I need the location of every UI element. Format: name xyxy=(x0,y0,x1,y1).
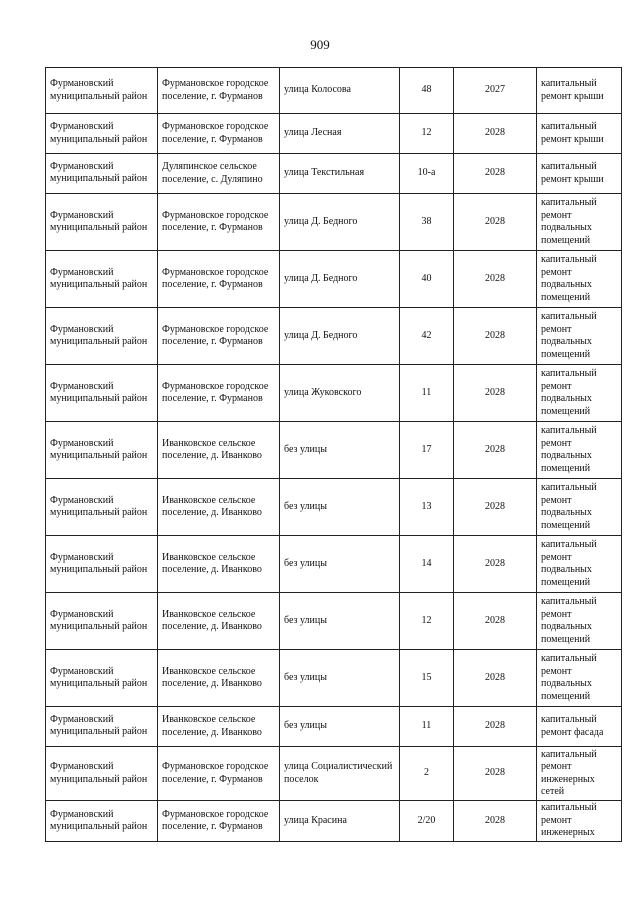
settlement-cell: Фурмановское городское поселение, г. Фурманов xyxy=(158,194,280,251)
house-number-cell: 12 xyxy=(400,114,454,154)
house-number-cell: 38 xyxy=(400,194,454,251)
work-type-cell: капитальный ремонт подвальных помещений xyxy=(537,422,622,479)
year-cell: 2028 xyxy=(454,422,537,479)
work-type-cell: капитальный ремонт подвальных помещений xyxy=(537,593,622,650)
house-number-cell: 14 xyxy=(400,536,454,593)
district-cell: Фурмановский муниципальный район xyxy=(46,422,158,479)
district-cell: Фурмановский муниципальный район xyxy=(46,801,158,842)
year-cell: 2028 xyxy=(454,251,537,308)
work-type-cell: капитальный ремонт подвальных помещений xyxy=(537,251,622,308)
table-row xyxy=(46,308,622,365)
settlement-cell: Иванковское сельское поселение, д. Иванково xyxy=(158,593,280,650)
house-number-cell: 13 xyxy=(400,479,454,536)
street-cell: улица Лесная xyxy=(280,114,400,154)
house-number-cell: 42 xyxy=(400,308,454,365)
table-row xyxy=(46,479,622,536)
settlement-cell: Фурмановское городское поселение, г. Фурманов xyxy=(158,747,280,801)
settlement-cell: Фурмановское городское поселение, г. Фурманов xyxy=(158,801,280,842)
work-type-cell: капитальный ремонт фасада xyxy=(537,707,622,747)
table-row xyxy=(46,251,622,308)
table-row xyxy=(46,707,622,747)
table-row xyxy=(46,365,622,422)
year-cell: 2028 xyxy=(454,154,537,194)
settlement-cell: Иванковское сельское поселение, д. Иванково xyxy=(158,650,280,707)
street-cell: без улицы xyxy=(280,650,400,707)
street-cell: без улицы xyxy=(280,536,400,593)
table-row xyxy=(46,593,622,650)
district-cell: Фурмановский муниципальный район xyxy=(46,365,158,422)
district-cell: Фурмановский муниципальный район xyxy=(46,707,158,747)
district-cell: Фурмановский муниципальный район xyxy=(46,593,158,650)
work-type-cell: капитальный ремонт крыши xyxy=(537,154,622,194)
table-row xyxy=(46,68,622,114)
year-cell: 2028 xyxy=(454,536,537,593)
settlement-cell: Фурмановское городское поселение, г. Фурманов xyxy=(158,365,280,422)
settlement-cell: Фурмановское городское поселение, г. Фурманов xyxy=(158,308,280,365)
settlement-cell: Фурмановское городское поселение, г. Фурманов xyxy=(158,251,280,308)
work-type-cell: капитальный ремонт инженерных xyxy=(537,801,622,842)
year-cell: 2028 xyxy=(454,593,537,650)
house-number-cell: 17 xyxy=(400,422,454,479)
work-type-cell: капитальный ремонт подвальных помещений xyxy=(537,365,622,422)
work-type-cell: капитальный ремонт подвальных помещений xyxy=(537,194,622,251)
house-number-cell: 11 xyxy=(400,365,454,422)
repair-schedule-table xyxy=(45,67,622,842)
district-cell: Фурмановский муниципальный район xyxy=(46,747,158,801)
settlement-cell: Дуляпинское сельское поселение, с. Дуляпино xyxy=(158,154,280,194)
year-cell: 2028 xyxy=(454,114,537,154)
street-cell: улица Д. Бедного xyxy=(280,308,400,365)
work-type-cell: капитальный ремонт крыши xyxy=(537,114,622,154)
settlement-cell: Иванковское сельское поселение, д. Иванково xyxy=(158,479,280,536)
table-row xyxy=(46,194,622,251)
house-number-cell: 48 xyxy=(400,68,454,114)
street-cell: улица Колосова xyxy=(280,68,400,114)
district-cell: Фурмановский муниципальный район xyxy=(46,154,158,194)
table-row xyxy=(46,154,622,194)
district-cell: Фурмановский муниципальный район xyxy=(46,479,158,536)
year-cell: 2028 xyxy=(454,747,537,801)
street-cell: улица Текстильная xyxy=(280,154,400,194)
year-cell: 2028 xyxy=(454,479,537,536)
table-row xyxy=(46,801,622,842)
year-cell: 2028 xyxy=(454,707,537,747)
settlement-cell: Фурмановское городское поселение, г. Фурманов xyxy=(158,114,280,154)
street-cell: улица Д. Бедного xyxy=(280,194,400,251)
work-type-cell: капитальный ремонт подвальных помещений xyxy=(537,308,622,365)
street-cell: улица Жуковского xyxy=(280,365,400,422)
district-cell: Фурмановский муниципальный район xyxy=(46,194,158,251)
work-type-cell: капитальный ремонт подвальных помещений xyxy=(537,536,622,593)
street-cell: без улицы xyxy=(280,593,400,650)
work-type-cell: капитальный ремонт крыши xyxy=(537,68,622,114)
settlement-cell: Иванковское сельское поселение, д. Иванково xyxy=(158,422,280,479)
table-row xyxy=(46,747,622,801)
house-number-cell: 15 xyxy=(400,650,454,707)
year-cell: 2027 xyxy=(454,68,537,114)
year-cell: 2028 xyxy=(454,365,537,422)
district-cell: Фурмановский муниципальный район xyxy=(46,251,158,308)
street-cell: без улицы xyxy=(280,707,400,747)
street-cell: без улицы xyxy=(280,479,400,536)
house-number-cell: 11 xyxy=(400,707,454,747)
district-cell: Фурмановский муниципальный район xyxy=(46,114,158,154)
house-number-cell: 40 xyxy=(400,251,454,308)
year-cell: 2028 xyxy=(454,308,537,365)
settlement-cell: Фурмановское городское поселение, г. Фурманов xyxy=(158,68,280,114)
work-type-cell: капитальный ремонт подвальных помещений xyxy=(537,479,622,536)
settlement-cell: Иванковское сельское поселение, д. Иванково xyxy=(158,536,280,593)
house-number-cell: 10-а xyxy=(400,154,454,194)
street-cell: улица Социалистический поселок xyxy=(280,747,400,801)
work-type-cell: капитальный ремонт подвальных помещений xyxy=(537,650,622,707)
year-cell: 2028 xyxy=(454,194,537,251)
table-row xyxy=(46,114,622,154)
page-number: 909 xyxy=(310,37,330,52)
house-number-cell: 2/20 xyxy=(400,801,454,842)
district-cell: Фурмановский муниципальный район xyxy=(46,650,158,707)
house-number-cell: 12 xyxy=(400,593,454,650)
street-cell: улица Д. Бедного xyxy=(280,251,400,308)
district-cell: Фурмановский муниципальный район xyxy=(46,308,158,365)
district-cell: Фурмановский муниципальный район xyxy=(46,68,158,114)
street-cell: улица Красина xyxy=(280,801,400,842)
work-type-cell: капитальный ремонт инженерных сетей xyxy=(537,747,622,801)
settlement-cell: Иванковское сельское поселение, д. Иванково xyxy=(158,707,280,747)
table-row xyxy=(46,650,622,707)
district-cell: Фурмановский муниципальный район xyxy=(46,536,158,593)
street-cell: без улицы xyxy=(280,422,400,479)
year-cell: 2028 xyxy=(454,650,537,707)
year-cell: 2028 xyxy=(454,801,537,842)
table-row xyxy=(46,422,622,479)
house-number-cell: 2 xyxy=(400,747,454,801)
table-row xyxy=(46,536,622,593)
